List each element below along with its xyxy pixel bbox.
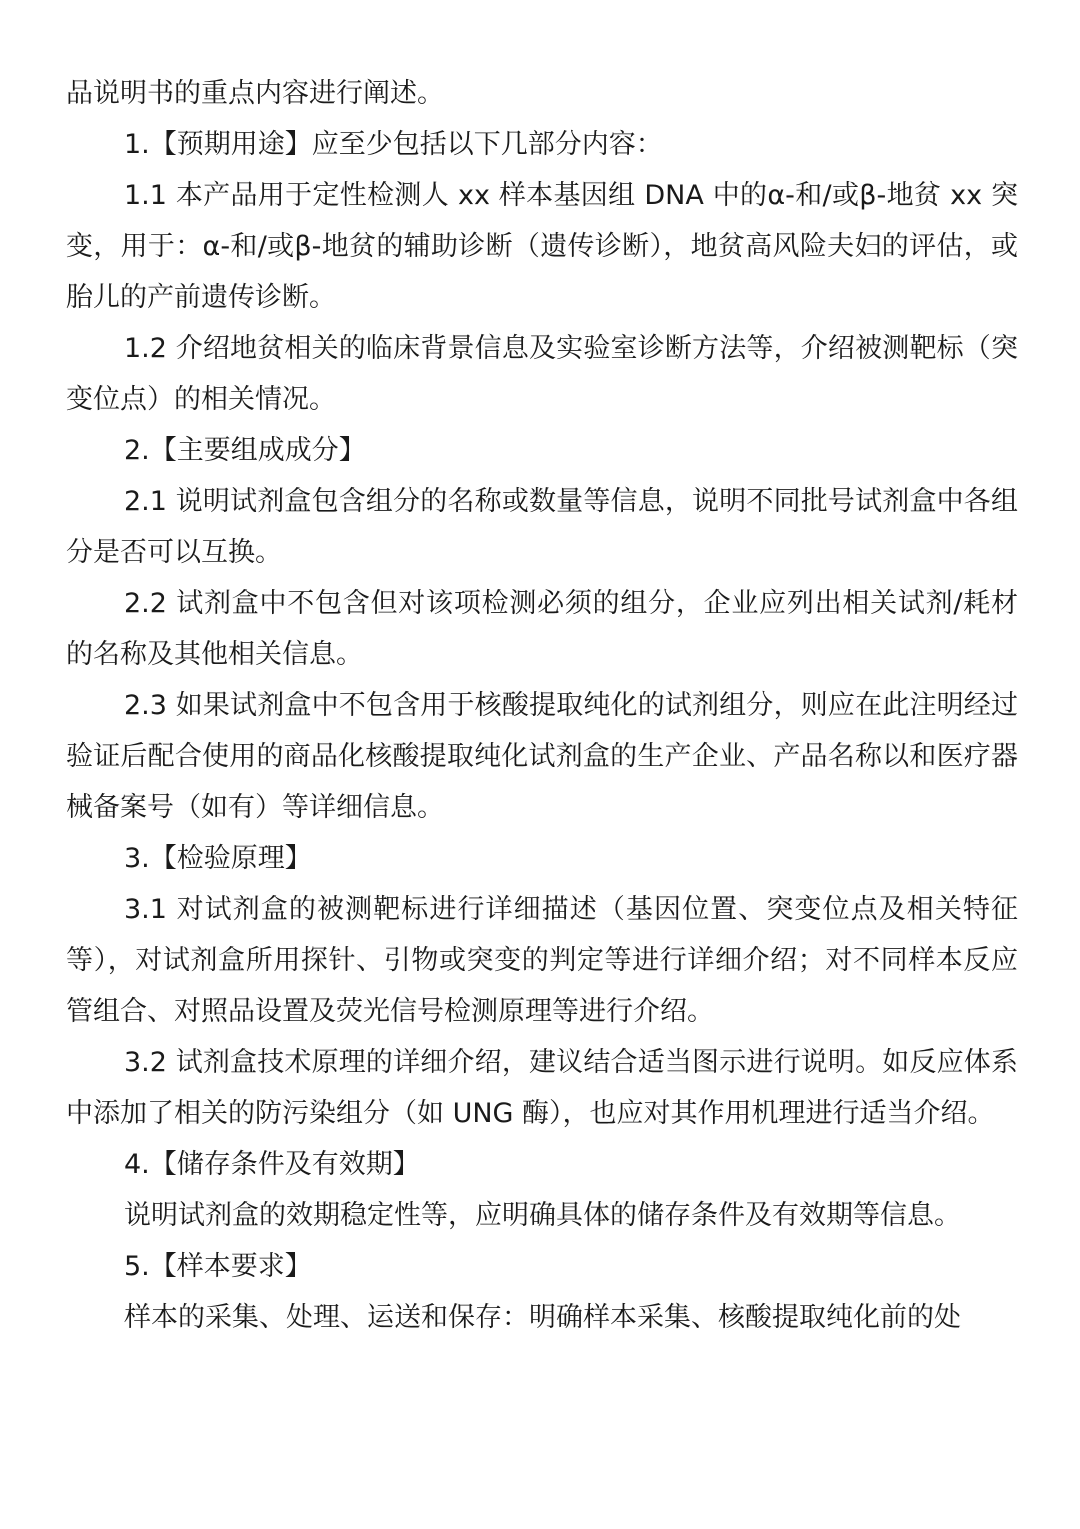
heading-test-principle: 3.【检验原理】 [124,843,312,874]
paragraph-continuation: 品说明书的重点内容进行阐述。 [66,78,444,109]
paragraph-sample: 样本的采集、处理、运送和保存：明确样本采集、核酸提取纯化前的处 [124,1302,961,1333]
heading-storage: 4.【储存条件及有效期】 [124,1149,420,1180]
paragraph-2-1: 2.1 说明试剂盒包含组分的名称或数量等信息，说明不同批号试剂盒中各组分是否可以互换。 [66,486,1018,568]
paragraph-2-2: 2.2 试剂盒中不包含但对该项检测必须的组分，企业应列出相关试剂/耗材的名称及其他相关信息。 [66,588,1018,670]
heading-intended-use: 1.【预期用途】应至少包括以下几部分内容： [124,129,663,160]
heading-main-components: 2.【主要组成成分】 [124,435,366,466]
paragraph-3-2: 3.2 试剂盒技术原理的详细介绍，建议结合适当图示进行说明。如反应体系中添加了相关的防污染组分（如 UNG 酶），也应对其作用机理进行适当介绍。 [66,1047,1018,1129]
paragraph-storage: 说明试剂盒的效期稳定性等，应明确具体的储存条件及有效期等信息。 [124,1200,961,1231]
paragraph-1-2: 1.2 介绍地贫相关的临床背景信息及实验室诊断方法等，介绍被测靶标（突变位点）的相关情况。 [66,333,1018,415]
heading-sample-requirements: 5.【样本要求】 [124,1251,312,1282]
paragraph-1-1: 1.1 本产品用于定性检测人 xx 样本基因组 DNA 中的α-和/或β-地贫 xx 突变，用于：α-和/或β-地贫的辅助诊断（遗传诊断），地贫高风险夫妇的评估，或胎儿的产前遗传诊断。 [66,180,1018,313]
paragraph-3-1: 3.1 对试剂盒的被测靶标进行详细描述（基因位置、突变位点及相关特征等），对试剂盒所用探针、引物或突变的判定等进行详细介绍；对不同样本反应管组合、对照品设置及荧光信号检测原理等进行介绍。 [66,894,1018,1027]
paragraph-2-3: 2.3 如果试剂盒中不包含用于核酸提取纯化的试剂组分，则应在此注明经过验证后配合使用的商品化核酸提取纯化试剂盒的生产企业、产品名称以和医疗器械备案号（如有）等详细信息。 [66,690,1018,823]
document-page [66,68,1018,1343]
